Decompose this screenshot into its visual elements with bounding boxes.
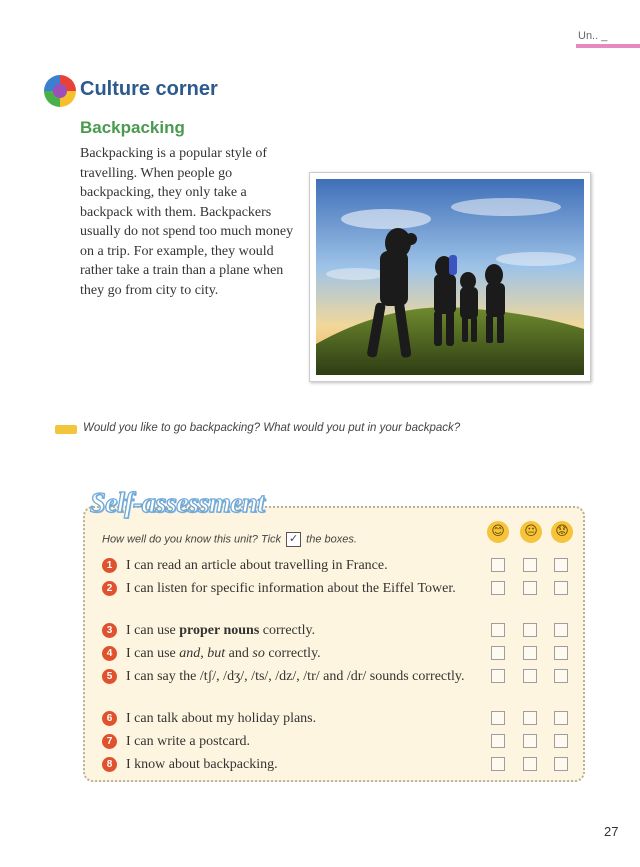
item-6-checkbox-ok[interactable] [523,711,537,725]
item-text-part: correctly. [259,623,316,638]
item-text: I know about backpacking. [126,757,278,772]
instruction-text-before: How well do you know this unit? Tick [102,533,282,546]
item-5-checkbox-ok[interactable] [523,669,537,683]
neutral-face-icon: 😐 [520,521,542,543]
item-text [126,621,476,640]
item-number: 3 [102,623,117,638]
item-number: 6 [102,711,117,726]
item-text-part: I can use [126,646,180,661]
item-1-checkbox-poor[interactable] [554,558,568,572]
tick-example-icon: ✓ [286,532,301,547]
item-7-checkbox-ok[interactable] [523,734,537,748]
item-8-checkbox-ok[interactable] [523,757,537,771]
item-7-checkbox-good[interactable] [491,734,505,748]
item-text-italic: and [179,646,201,661]
speech-marker-icon [55,425,77,434]
item-text-part: I can use [126,623,180,638]
discussion-question-text: Would you like to go backpacking? What would you put in your backpack? [83,422,461,434]
item-number: 8 [102,757,117,772]
item-8-checkbox-poor[interactable] [554,757,568,771]
backpackers-photo [309,172,591,382]
item-1-checkbox-good[interactable] [491,558,505,572]
item-text: I can read an article about travelling in France. [126,558,388,573]
item-text-italic: but [207,646,226,661]
self-assessment-instruction [102,532,357,547]
item-6-checkbox-good[interactable] [491,711,505,725]
item-3-checkbox-good[interactable] [491,623,505,637]
self-assessment-title: Self-assessment [90,488,265,519]
item-text-part: , [200,646,208,661]
item-text-italic: so [252,646,265,661]
section-title: Culture corner [80,78,218,100]
item-number: 5 [102,669,117,684]
sad-face-icon: 😟 [551,521,573,543]
item-4-checkbox-good[interactable] [491,646,505,660]
unit-color-bar [576,44,640,48]
item-4-checkbox-ok[interactable] [523,646,537,660]
item-number: 2 [102,581,117,596]
happy-face-icon: 😊 [487,521,509,543]
item-text-part: and [225,646,253,661]
page-number: 27 [604,824,619,839]
item-7-checkbox-poor[interactable] [554,734,568,748]
item-text [126,644,476,663]
item-2-checkbox-good[interactable] [491,581,505,595]
item-4-checkbox-poor[interactable] [554,646,568,660]
article-title: Backpacking [80,118,185,137]
article-body: Backpacking is a popular style of travelling. When people go backpacking, they only take a backpack with them. Backpackers usually do not spend too much money on a trip. For example, they would rather take a train than a plane when they go from city to city. [80,146,294,298]
item-number: 1 [102,558,117,573]
item-3-checkbox-poor[interactable] [554,623,568,637]
item-2-checkbox-ok[interactable] [523,581,537,595]
unit-label: Un.. _ [578,30,608,42]
item-number: 4 [102,646,117,661]
item-5-checkbox-poor[interactable] [554,669,568,683]
backpackers-photo-image [316,179,584,375]
item-5-checkbox-good[interactable] [491,669,505,683]
item-2-checkbox-poor[interactable] [554,581,568,595]
item-text: I can listen for specific information about the Eiffel Tower. [126,581,456,596]
item-8-checkbox-good[interactable] [491,757,505,771]
item-3-checkbox-ok[interactable] [523,623,537,637]
item-text: I can talk about my holiday plans. [126,711,317,726]
culture-corner-logo-icon [44,75,76,107]
item-number: 7 [102,734,117,749]
item-text: I can say the /tʃ/, /dʒ/, /ts/, /dz/, /tr/ and /dr/ sounds correctly. [126,669,465,684]
item-6-checkbox-poor[interactable] [554,711,568,725]
item-text-part: correctly. [264,646,321,661]
item-text-bold: proper nouns [179,623,260,638]
item-text: I can write a postcard. [126,734,250,749]
instruction-text-after: the boxes. [306,533,357,546]
item-1-checkbox-ok[interactable] [523,558,537,572]
